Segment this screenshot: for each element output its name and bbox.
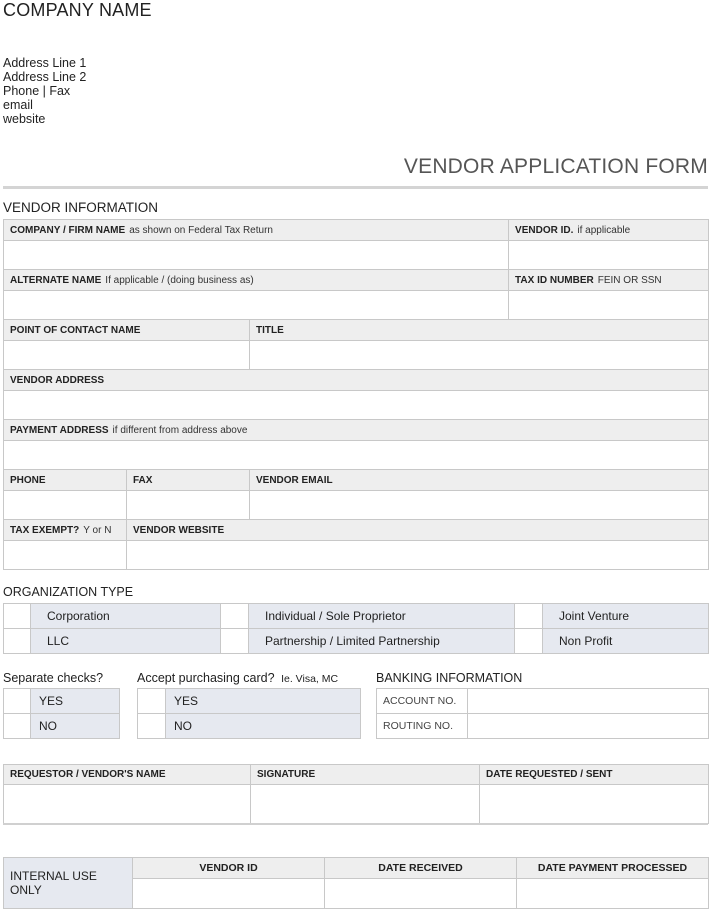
banking-information-heading: BANKING INFORMATION bbox=[376, 671, 523, 685]
vendor-info-table bbox=[3, 219, 709, 570]
form-title: VENDOR APPLICATION FORM bbox=[403, 155, 708, 178]
internal-use-label: INTERNAL USE ONLY bbox=[4, 858, 133, 909]
separate-checks-yes-label: YES bbox=[31, 689, 120, 714]
purchasing-card-no-checkbox[interactable] bbox=[138, 714, 166, 739]
routing-number-field[interactable] bbox=[468, 714, 709, 739]
requestor-name-field[interactable] bbox=[4, 785, 251, 824]
vendor-email-label: VENDOR EMAIL bbox=[250, 470, 709, 491]
title-field[interactable] bbox=[250, 341, 709, 370]
internal-date-received-label: DATE RECEIVED bbox=[325, 858, 517, 879]
vendor-id-label: VENDOR ID. if applicable bbox=[509, 220, 709, 241]
internal-vendor-id-field[interactable] bbox=[133, 879, 325, 909]
separate-checks-table bbox=[3, 688, 120, 739]
signature-field[interactable] bbox=[251, 785, 480, 824]
internal-date-received-field[interactable] bbox=[325, 879, 517, 909]
requestor-name-label: REQUESTOR / VENDOR'S NAME bbox=[4, 765, 251, 785]
alternate-name-field[interactable] bbox=[4, 291, 509, 320]
phone-fax: Phone | Fax bbox=[3, 84, 71, 98]
individual-label: Individual / Sole Proprietor bbox=[249, 604, 515, 629]
internal-date-payment-field[interactable] bbox=[517, 879, 709, 909]
vendor-address-field[interactable] bbox=[4, 391, 709, 420]
tax-exempt-field[interactable] bbox=[4, 541, 127, 570]
title-divider bbox=[3, 186, 708, 189]
point-of-contact-field[interactable] bbox=[4, 341, 250, 370]
separate-checks-heading: Separate checks? bbox=[3, 671, 104, 685]
date-requested-label: DATE REQUESTED / SENT bbox=[480, 765, 709, 785]
payment-address-label: PAYMENT ADDRESS if different from address above bbox=[4, 420, 709, 441]
account-number-field[interactable] bbox=[468, 689, 709, 714]
fax-field[interactable] bbox=[127, 491, 250, 520]
joint-venture-checkbox[interactable] bbox=[515, 604, 543, 629]
llc-label: LLC bbox=[31, 629, 221, 654]
email: email bbox=[3, 98, 33, 112]
separate-checks-no-label: NO bbox=[31, 714, 120, 739]
purchasing-card-yes-checkbox[interactable] bbox=[138, 689, 166, 714]
tax-id-label: TAX ID NUMBER FEIN OR SSN bbox=[509, 270, 709, 291]
internal-vendor-id-label: VENDOR ID bbox=[133, 858, 325, 879]
payment-address-field[interactable] bbox=[4, 441, 709, 470]
alternate-name-label: ALTERNATE NAME If applicable / (doing business as) bbox=[4, 270, 509, 291]
phone-field[interactable] bbox=[4, 491, 127, 520]
title-label: TITLE bbox=[250, 320, 709, 341]
partnership-label: Partnership / Limited Partnership bbox=[249, 629, 515, 654]
tax-id-field[interactable] bbox=[509, 291, 709, 320]
purchasing-card-table bbox=[137, 688, 361, 739]
organization-type-heading: ORGANIZATION TYPE bbox=[3, 585, 134, 599]
banking-table bbox=[376, 688, 709, 739]
internal-date-payment-label: DATE PAYMENT PROCESSED bbox=[517, 858, 709, 879]
account-number-label: ACCOUNT NO. bbox=[377, 689, 468, 714]
corporation-label: Corporation bbox=[31, 604, 221, 629]
vendor-address-label: VENDOR ADDRESS bbox=[4, 370, 709, 391]
vendor-email-field[interactable] bbox=[250, 491, 709, 520]
date-requested-field[interactable] bbox=[480, 785, 709, 824]
address-line-1: Address Line 1 bbox=[3, 56, 87, 70]
separate-checks-yes-checkbox[interactable] bbox=[4, 689, 31, 714]
vendor-information-heading: VENDOR INFORMATION bbox=[3, 200, 158, 215]
separate-checks-no-checkbox[interactable] bbox=[4, 714, 31, 739]
purchasing-card-no-label: NO bbox=[166, 714, 361, 739]
company-firm-name-label: COMPANY / FIRM NAME as shown on Federal Tax Return bbox=[4, 220, 509, 241]
fax-label: FAX bbox=[127, 470, 250, 491]
signature-label: SIGNATURE bbox=[251, 765, 480, 785]
routing-number-label: ROUTING NO. bbox=[377, 714, 468, 739]
company-name: COMPANY NAME bbox=[3, 0, 152, 20]
partnership-checkbox[interactable] bbox=[221, 629, 249, 654]
vendor-website-label: VENDOR WEBSITE bbox=[127, 520, 709, 541]
corporation-checkbox[interactable] bbox=[4, 604, 31, 629]
address-line-2: Address Line 2 bbox=[3, 70, 87, 84]
requestor-divider bbox=[3, 823, 708, 825]
point-of-contact-label: POINT OF CONTACT NAME bbox=[4, 320, 250, 341]
requestor-table bbox=[3, 764, 709, 824]
website: website bbox=[3, 112, 46, 126]
company-firm-name-field[interactable] bbox=[4, 241, 509, 270]
non-profit-checkbox[interactable] bbox=[515, 629, 543, 654]
joint-venture-label: Joint Venture bbox=[543, 604, 709, 629]
purchasing-card-yes-label: YES bbox=[166, 689, 361, 714]
vendor-id-field[interactable] bbox=[509, 241, 709, 270]
llc-checkbox[interactable] bbox=[4, 629, 31, 654]
vendor-website-field[interactable] bbox=[127, 541, 709, 570]
phone-label: PHONE bbox=[4, 470, 127, 491]
non-profit-label: Non Profit bbox=[543, 629, 709, 654]
individual-checkbox[interactable] bbox=[221, 604, 249, 629]
internal-use-table bbox=[3, 857, 709, 909]
purchasing-card-heading: Accept purchasing card? Ie. Visa, MC bbox=[137, 671, 339, 685]
organization-type-table bbox=[3, 603, 709, 654]
tax-exempt-label: TAX EXEMPT? Y or N bbox=[4, 520, 127, 541]
